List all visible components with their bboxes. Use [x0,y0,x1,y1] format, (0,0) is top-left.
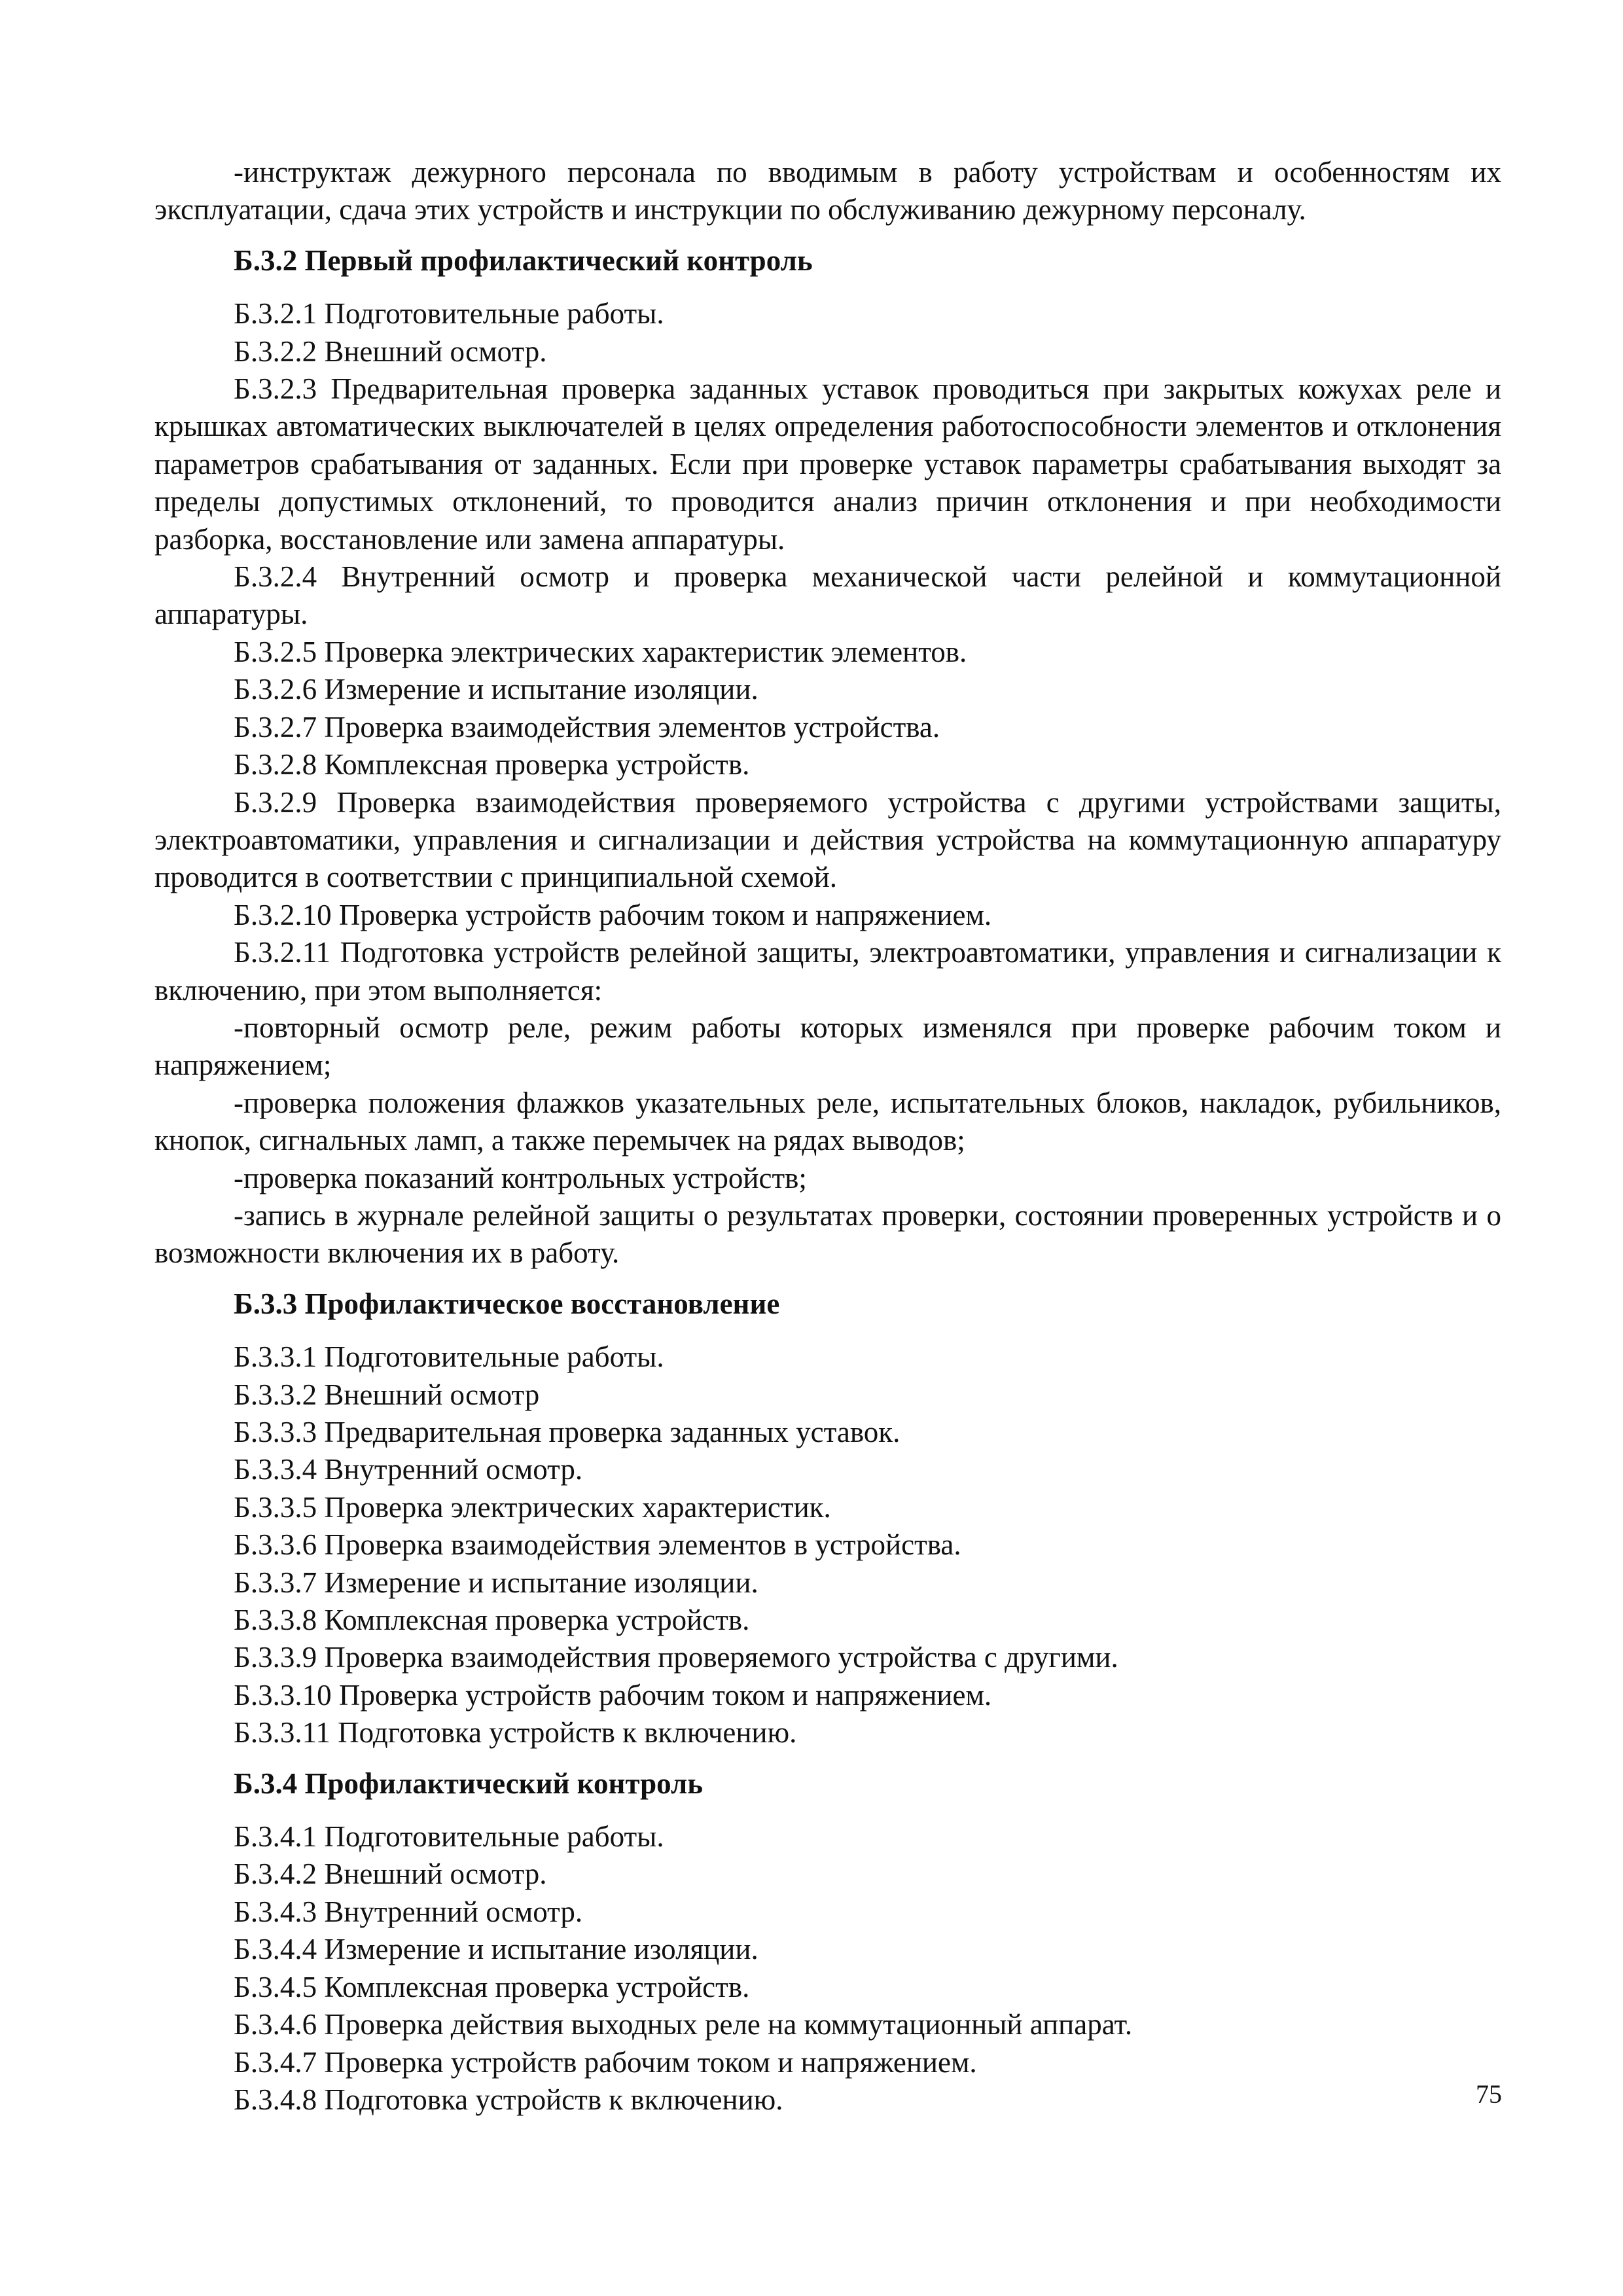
paragraph: Б.3.3.11 Подготовка устройств к включению. [234,1716,797,1749]
paragraph: Б.3.2.6 Измерение и испытание изоляции. [234,673,758,706]
section-heading: Б.3.2 Первый профилактический контроль [234,243,813,277]
paragraph: Б.3.2.4 Внутренний осмотр и проверка механической части релейной и коммутационной аппаратуры. [154,560,1501,631]
paragraph: -инструктаж дежурного персонала по вводимым в работу устройствам и особенностям их эксплуатации, сдача этих устройств и инструкции по обслуживанию дежурному персоналу. [154,156,1501,226]
paragraph: Б.3.3.8 Комплексная проверка устройств. [234,1604,750,1637]
paragraph: Б.3.3.9 Проверка взаимодействия проверяемого устройства с другими. [234,1641,1118,1674]
paragraph: Б.3.4.4 Измерение и испытание изоляции. [234,1933,758,1966]
paragraph: Б.3.4.1 Подготовительные работы. [234,1820,664,1854]
paragraph: -проверка показаний контрольных устройств; [234,1161,807,1194]
paragraph: Б.3.3.4 Внутренний осмотр. [234,1453,583,1486]
paragraph: Б.3.4.6 Проверка действия выходных реле на коммутационный аппарат. [234,2008,1133,2041]
paragraph: Б.3.2.1 Подготовительные работы. [234,297,664,331]
paragraph: Б.3.2.3 Предварительная проверка заданных уставок проводиться при закрытых кожухах реле и крышках автоматических выключателей в целях определения работоспособности элементов и отклонения параметров срабатывания от заданных. Если при проверке уставок параметры срабатывания выходят за пределы допустимых отклонений, то проводится анализ причин отклонения и при необходимости разборка, восстановление или замена аппаратуры. [154,372,1501,556]
paragraph: Б.3.2.9 Проверка взаимодействия проверяемого устройства с другими устройствами защиты, электроавтоматики, управления и сигнализации и действия устройства на коммутационную аппаратуру проводится в соответствии с принципиальной схемой. [154,785,1501,894]
paragraph: -повторный осмотр реле, режим работы которых изменялся при проверке рабочим током и напряжением; [154,1011,1501,1082]
paragraph: Б.3.3.6 Проверка взаимодействия элементов в устройства. [234,1528,961,1562]
paragraph: Б.3.3.10 Проверка устройств рабочим током и напряжением. [234,1678,992,1712]
paragraph: Б.3.3.5 Проверка электрических характеристик. [234,1490,831,1524]
paragraph: Б.3.4.2 Внешний осмотр. [234,1857,547,1891]
paragraph: Б.3.3.2 Внешний осмотр [234,1378,540,1411]
paragraph: Б.3.2.8 Комплексная проверка устройств. [234,748,750,781]
paragraph: Б.3.2.11 Подготовка устройств релейной защиты, электроавтоматики, управления и сигнализации к включению, при этом выполняется: [154,936,1501,1007]
paragraph: Б.3.4.5 Комплексная проверка устройств. [234,1970,750,2003]
document-page [154,154,1501,2119]
page-number: 75 [1476,2079,1502,2109]
paragraph: -проверка положения флажков указательных реле, испытательных блоков, накладок, рубильников, кнопок, сигнальных ламп, а также перемычек на рядах выводов; [154,1086,1501,1157]
paragraph: Б.3.4.3 Внутренний осмотр. [234,1895,583,1928]
paragraph: Б.3.2.10 Проверка устройств рабочим током и напряжением. [234,898,992,931]
paragraph: Б.3.4.7 Проверка устройств рабочим током и напряжением. [234,2045,977,2079]
paragraph: Б.3.2.5 Проверка электрических характеристик элементов. [234,635,967,668]
paragraph: Б.3.4.8 Подготовка устройств к включению. [234,2083,783,2116]
paragraph: -запись в журнале релейной защиты о результатах проверки, состоянии проверенных устройств и о возможности включения их в работу. [154,1198,1501,1270]
paragraph: Б.3.2.2 Внешний осмотр. [234,334,547,368]
section-heading: Б.3.4 Профилактический контроль [234,1767,704,1800]
paragraph: Б.3.3.1 Подготовительные работы. [234,1340,664,1374]
paragraph: Б.3.3.7 Измерение и испытание изоляции. [234,1566,758,1599]
paragraph: Б.3.3.3 Предварительная проверка заданных уставок. [234,1416,901,1448]
section-heading: Б.3.3 Профилактическое восстановление [234,1287,780,1320]
paragraph: Б.3.2.7 Проверка взаимодействия элементов устройства. [234,710,940,744]
